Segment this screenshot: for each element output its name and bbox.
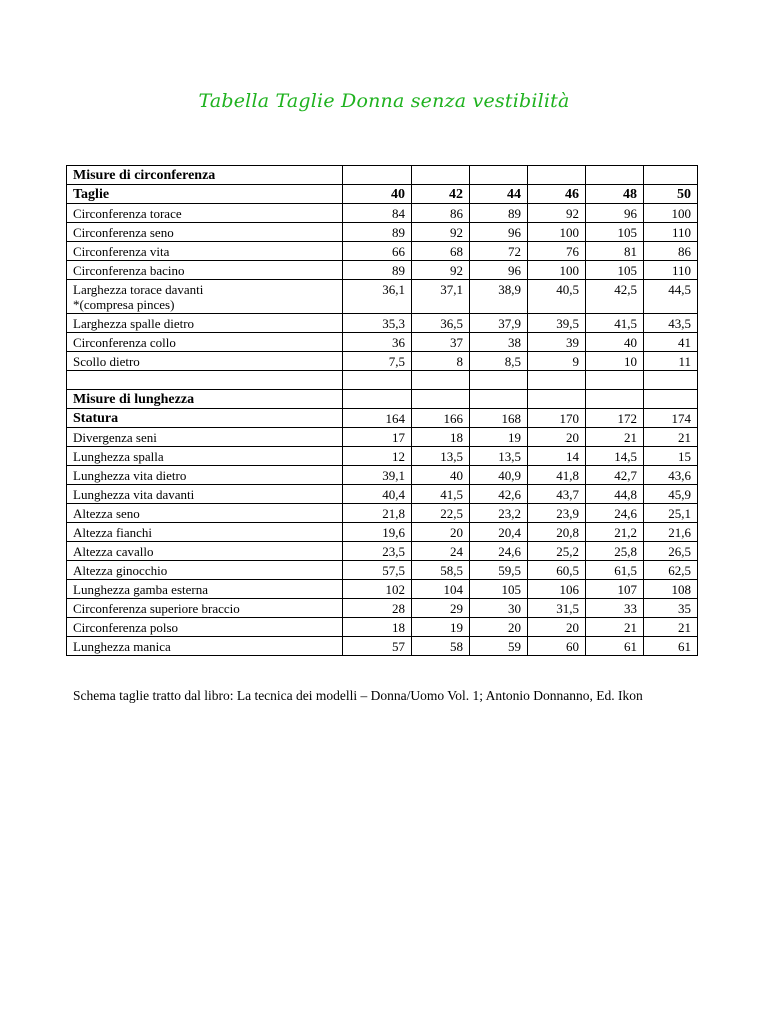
row-label [67, 280, 343, 314]
value-cell: 39 [528, 333, 586, 352]
value-cell: 14,5 [586, 447, 644, 466]
row-label: Lunghezza vita davanti [67, 485, 343, 504]
value-cell: 68 [412, 242, 470, 261]
value-cell: 66 [343, 242, 412, 261]
size-header-cell: 50 [644, 185, 698, 204]
value-cell: 60 [528, 637, 586, 656]
section-header-circonferenza [67, 166, 698, 185]
value-cell: 13,5 [412, 447, 470, 466]
value-cell: 105 [586, 223, 644, 242]
value-cell: 41 [644, 333, 698, 352]
value-cell: 39,5 [528, 314, 586, 333]
value-cell: 20 [470, 618, 528, 637]
size-header-cell: 48 [586, 185, 644, 204]
row-label-text: Circonferenza seno [73, 225, 174, 240]
empty-cell [412, 390, 470, 409]
size-header-cell: 46 [528, 185, 586, 204]
row-label: Lunghezza vita dietro [67, 466, 343, 485]
value-cell: 58,5 [412, 561, 470, 580]
value-cell: 40,5 [528, 280, 586, 314]
row-label: Lunghezza spalla [67, 447, 343, 466]
value-cell: 12 [343, 447, 412, 466]
row-label-text: Scollo dietro [73, 354, 140, 369]
value-cell: 72 [470, 242, 528, 261]
value-cell: 35,3 [343, 314, 412, 333]
value-cell: 96 [470, 223, 528, 242]
empty-cell [586, 371, 644, 390]
row-label: Altezza fianchi [67, 523, 343, 542]
value-cell: 18 [412, 428, 470, 447]
table-row [67, 504, 698, 523]
empty-cell [412, 166, 470, 185]
table-row [67, 280, 698, 314]
value-cell: 21,8 [343, 504, 412, 523]
size-header-cell: 44 [470, 185, 528, 204]
table-row [67, 314, 698, 333]
table-row [67, 242, 698, 261]
value-cell: 39,1 [343, 466, 412, 485]
value-cell: 92 [412, 223, 470, 242]
value-cell: 20 [528, 428, 586, 447]
table-row [67, 542, 698, 561]
value-cell: 102 [343, 580, 412, 599]
empty-cell [644, 390, 698, 409]
value-cell: 26,5 [644, 542, 698, 561]
statura-cell: 166 [412, 409, 470, 428]
row-label [67, 333, 343, 352]
value-cell: 40,9 [470, 466, 528, 485]
row-label: Divergenza seni [67, 428, 343, 447]
empty-cell [67, 371, 343, 390]
value-cell: 15 [644, 447, 698, 466]
value-cell: 61 [586, 637, 644, 656]
row-label: Lunghezza manica [67, 637, 343, 656]
value-cell: 14 [528, 447, 586, 466]
value-cell: 24 [412, 542, 470, 561]
size-header-cell: 42 [412, 185, 470, 204]
sizes-label: Taglie [67, 185, 343, 204]
value-cell: 20 [412, 523, 470, 542]
value-cell: 21 [644, 428, 698, 447]
table-row [67, 333, 698, 352]
value-cell: 96 [586, 204, 644, 223]
value-cell: 13,5 [470, 447, 528, 466]
value-cell: 89 [343, 223, 412, 242]
table-row [67, 466, 698, 485]
value-cell: 25,1 [644, 504, 698, 523]
value-cell: 60,5 [528, 561, 586, 580]
value-cell: 58 [412, 637, 470, 656]
value-cell: 81 [586, 242, 644, 261]
value-cell: 86 [412, 204, 470, 223]
row-label [67, 314, 343, 333]
section-title: Misure di circonferenza [67, 166, 343, 185]
value-cell: 45,9 [644, 485, 698, 504]
value-cell: 21 [644, 618, 698, 637]
value-cell: 40,4 [343, 485, 412, 504]
value-cell: 76 [528, 242, 586, 261]
size-table-body [67, 166, 698, 656]
value-cell: 24,6 [586, 504, 644, 523]
table-row [67, 599, 698, 618]
value-cell: 31,5 [528, 599, 586, 618]
value-cell: 23,2 [470, 504, 528, 523]
empty-cell [528, 166, 586, 185]
row-label-text: Larghezza torace davanti [73, 282, 204, 297]
value-cell: 59,5 [470, 561, 528, 580]
value-cell: 20,8 [528, 523, 586, 542]
statura-cell: 174 [644, 409, 698, 428]
value-cell: 38,9 [470, 280, 528, 314]
value-cell: 38 [470, 333, 528, 352]
row-label: Altezza ginocchio [67, 561, 343, 580]
value-cell: 43,7 [528, 485, 586, 504]
section-header-lunghezza [67, 390, 698, 409]
empty-cell [644, 166, 698, 185]
empty-cell [586, 390, 644, 409]
value-cell: 86 [644, 242, 698, 261]
value-cell: 100 [528, 223, 586, 242]
row-label: Circonferenza superiore braccio [67, 599, 343, 618]
empty-cell [470, 390, 528, 409]
value-cell: 41,8 [528, 466, 586, 485]
statura-cell: 164 [343, 409, 412, 428]
value-cell: 37,9 [470, 314, 528, 333]
value-cell: 19,6 [343, 523, 412, 542]
value-cell: 108 [644, 580, 698, 599]
value-cell: 17 [343, 428, 412, 447]
empty-cell [470, 371, 528, 390]
value-cell: 24,6 [470, 542, 528, 561]
value-cell: 37 [412, 333, 470, 352]
value-cell: 57 [343, 637, 412, 656]
value-cell: 21,6 [644, 523, 698, 542]
value-cell: 100 [528, 261, 586, 280]
value-cell: 89 [343, 261, 412, 280]
row-label [67, 204, 343, 223]
value-cell: 42,6 [470, 485, 528, 504]
empty-cell [412, 371, 470, 390]
value-cell: 42,5 [586, 280, 644, 314]
size-table [66, 165, 698, 656]
spacer-row [67, 371, 698, 390]
value-cell: 43,5 [644, 314, 698, 333]
value-cell: 10 [586, 352, 644, 371]
value-cell: 59 [470, 637, 528, 656]
value-cell: 28 [343, 599, 412, 618]
empty-cell [644, 371, 698, 390]
value-cell: 23,5 [343, 542, 412, 561]
value-cell: 23,9 [528, 504, 586, 523]
value-cell: 61 [644, 637, 698, 656]
value-cell: 8 [412, 352, 470, 371]
value-cell: 36,1 [343, 280, 412, 314]
value-cell: 92 [528, 204, 586, 223]
empty-cell [528, 371, 586, 390]
row-label [67, 242, 343, 261]
row-label [67, 223, 343, 242]
table-row [67, 561, 698, 580]
value-cell: 89 [470, 204, 528, 223]
table-row [67, 447, 698, 466]
value-cell: 61,5 [586, 561, 644, 580]
value-cell: 11 [644, 352, 698, 371]
source-note: Schema taglie tratto dal libro: La tecnica dei modelli – Donna/Uomo Vol. 1; Antonio Donnanno, Ed. Ikon [73, 688, 643, 703]
empty-cell [470, 166, 528, 185]
value-cell: 35 [644, 599, 698, 618]
value-cell: 105 [470, 580, 528, 599]
empty-cell [343, 390, 412, 409]
value-cell: 44,8 [586, 485, 644, 504]
value-cell: 18 [343, 618, 412, 637]
row-label-text: Circonferenza torace [73, 206, 182, 221]
value-cell: 21 [586, 618, 644, 637]
value-cell: 20,4 [470, 523, 528, 542]
row-label: Altezza seno [67, 504, 343, 523]
table-row [67, 428, 698, 447]
value-cell: 19 [470, 428, 528, 447]
row-label [67, 352, 343, 371]
table-row [67, 637, 698, 656]
value-cell: 21,2 [586, 523, 644, 542]
value-cell: 7,5 [343, 352, 412, 371]
value-cell: 106 [528, 580, 586, 599]
statura-label: Statura [67, 409, 343, 428]
section-title: Misure di lunghezza [67, 390, 343, 409]
value-cell: 107 [586, 580, 644, 599]
value-cell: 104 [412, 580, 470, 599]
empty-cell [343, 166, 412, 185]
statura-cell: 168 [470, 409, 528, 428]
row-label-text: Circonferenza vita [73, 244, 170, 259]
table-row [67, 523, 698, 542]
row-label-text: Larghezza spalle dietro [73, 316, 195, 331]
empty-cell [586, 166, 644, 185]
table-row [67, 485, 698, 504]
page-title: Tabella Taglie Donna senza vestibilità [198, 90, 570, 112]
row-label-text: Circonferenza bacino [73, 263, 185, 278]
value-cell: 25,2 [528, 542, 586, 561]
statura-row [67, 409, 698, 428]
value-cell: 36,5 [412, 314, 470, 333]
row-label-text: Circonferenza collo [73, 335, 176, 350]
value-cell: 105 [586, 261, 644, 280]
table-row [67, 261, 698, 280]
table-row [67, 580, 698, 599]
value-cell: 37,1 [412, 280, 470, 314]
value-cell: 40 [586, 333, 644, 352]
row-label-note: *(compresa pinces) [73, 297, 175, 312]
value-cell: 42,7 [586, 466, 644, 485]
value-cell: 92 [412, 261, 470, 280]
value-cell: 8,5 [470, 352, 528, 371]
value-cell: 30 [470, 599, 528, 618]
value-cell: 44,5 [644, 280, 698, 314]
value-cell: 41,5 [586, 314, 644, 333]
value-cell: 21 [586, 428, 644, 447]
size-header-cell: 40 [343, 185, 412, 204]
row-label: Circonferenza polso [67, 618, 343, 637]
value-cell: 110 [644, 223, 698, 242]
value-cell: 36 [343, 333, 412, 352]
sizes-header-row [67, 185, 698, 204]
value-cell: 100 [644, 204, 698, 223]
empty-cell [528, 390, 586, 409]
value-cell: 41,5 [412, 485, 470, 504]
value-cell: 40 [412, 466, 470, 485]
table-row [67, 204, 698, 223]
table-row [67, 223, 698, 242]
row-label: Lunghezza gamba esterna [67, 580, 343, 599]
value-cell: 110 [644, 261, 698, 280]
value-cell: 84 [343, 204, 412, 223]
value-cell: 22,5 [412, 504, 470, 523]
value-cell: 43,6 [644, 466, 698, 485]
value-cell: 25,8 [586, 542, 644, 561]
table-row [67, 618, 698, 637]
value-cell: 57,5 [343, 561, 412, 580]
value-cell: 9 [528, 352, 586, 371]
value-cell: 19 [412, 618, 470, 637]
statura-cell: 170 [528, 409, 586, 428]
value-cell: 96 [470, 261, 528, 280]
empty-cell [343, 371, 412, 390]
row-label [67, 261, 343, 280]
value-cell: 29 [412, 599, 470, 618]
value-cell: 33 [586, 599, 644, 618]
statura-cell: 172 [586, 409, 644, 428]
value-cell: 62,5 [644, 561, 698, 580]
table-row [67, 352, 698, 371]
row-label: Altezza cavallo [67, 542, 343, 561]
value-cell: 20 [528, 618, 586, 637]
